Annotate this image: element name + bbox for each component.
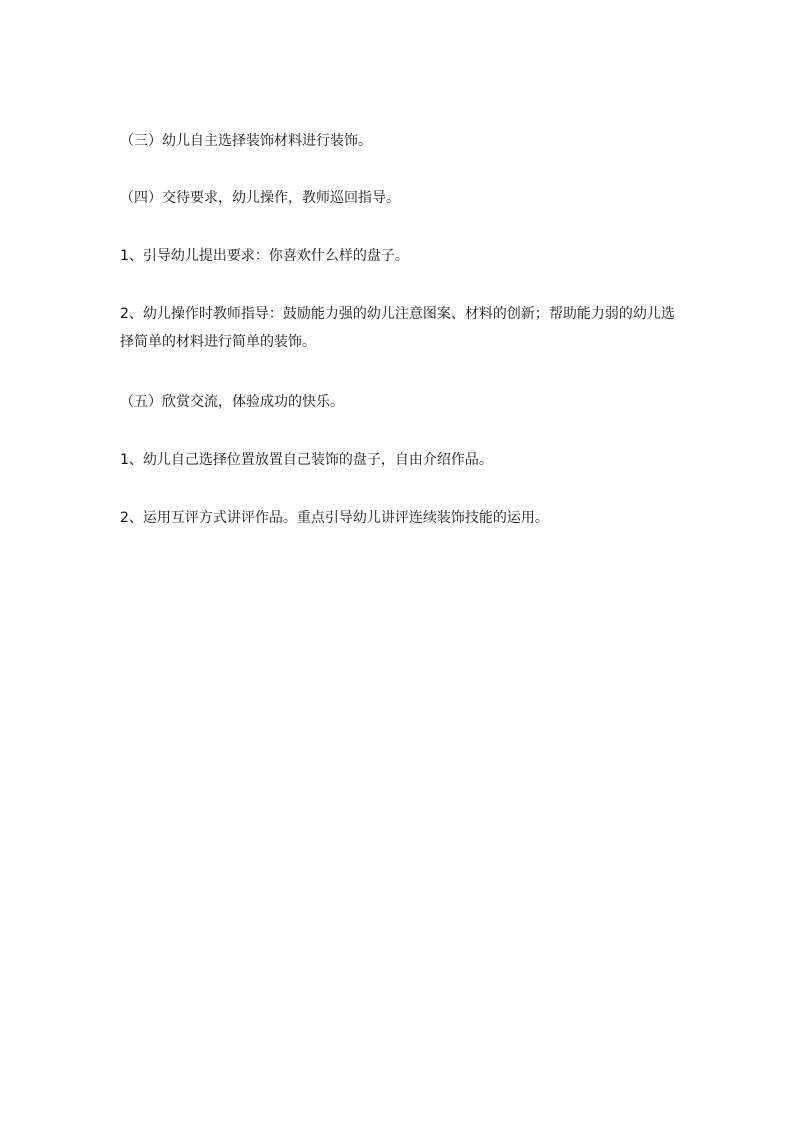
list-item: 1、幼儿自己选择位置放置自己装饰的盘子，自由介绍作品。 (120, 452, 493, 468)
section-heading-4: （四）交待要求，幼儿操作，教师巡回指导。 (120, 190, 400, 206)
list-item: 2、运用互评方式讲评作品。重点引导幼儿讲评连续装饰技能的运用。 (120, 510, 549, 526)
section-heading-5: （五）欣赏交流，体验成功的快乐。 (120, 394, 344, 410)
list-item: 2、幼儿操作时教师指导：鼓励能力强的幼儿注意图案、材料的创新；帮助能力弱的幼儿选择简单的材料进行简单的装饰。 (120, 306, 675, 350)
section-heading-3: （三）幼儿自主选择装饰材料进行装饰。 (120, 133, 372, 149)
list-item: 1、引导幼儿提出要求：你喜欢什么样的盘子。 (120, 248, 409, 264)
